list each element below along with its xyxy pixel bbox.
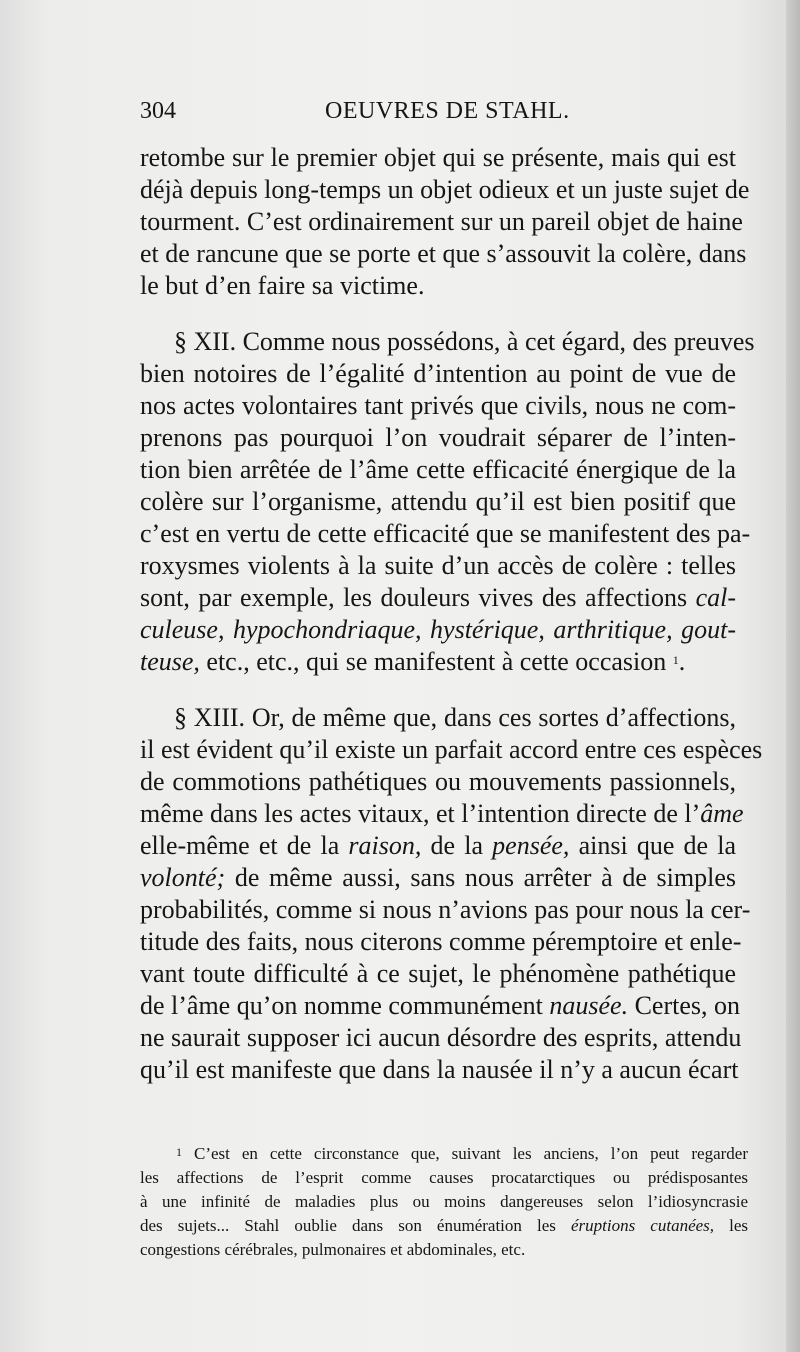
text-fragment: etc., etc., qui se manifestent à cette occasion [199,647,673,676]
paragraph-gap [140,302,736,326]
italic-term: cal- [695,583,736,612]
text-line [140,614,736,646]
italic-term: pensée, [492,831,570,860]
paragraph-gap [140,678,736,702]
text-line: même dans les actes vitaux, et l’intention directe de l’âme [140,799,744,828]
text-line: bien notoires de l’égalité d’intention au point de vue de [140,359,736,388]
section-xiii-heading-line: § XIII. Or, de même que, dans ces sortes d’affections, [174,703,736,732]
text-line: le but d’en faire sa victime. [140,271,425,300]
italic-term: âme [700,799,744,828]
page-number: 304 [140,98,176,124]
running-header [140,98,740,132]
text-line: vant toute difficulté à ce sujet, le phénomène pathétique [140,959,736,988]
italic-term: raison, [348,831,422,860]
text-line: et de rancune que se porte et que s’assouvit la colère, dans [140,239,747,268]
italic-term: volonté; [140,863,226,892]
text-line: prenons pas pourquoi l’on voudrait séparer de l’inten- [140,423,736,452]
footnote-text: C’est en cette circonstance que, suivant les anciens, l’on peut regarder [193,1144,749,1163]
footnote-line: les affections de l’esprit comme causes procatarctiques ou prédisposantes [140,1168,748,1187]
italic-term: éruptions cutanées, [570,1216,715,1235]
footnote-marker: 1 [176,1145,182,1159]
text-line: colère sur l’organisme, attendu qu’il est bien positif que [140,487,736,516]
text-line: nos actes volontaires tant privés que civils, nous ne com- [140,391,736,420]
footnote-line: à une infinité de maladies plus ou moins dangereuses selon l’idiosyncrasie [140,1192,748,1211]
text-line: déjà depuis long-temps un objet odieux et un juste sujet de [140,175,750,204]
text-line: elle-même et de la raison, de la pensée, ainsi que de la [140,831,737,860]
text-line: volonté; de même aussi, sans nous arrêter à de simples [140,863,736,892]
footnote-line [140,1142,748,1166]
footnote-line: congestions cérébrales, pulmonaires et abdominales, etc. [140,1240,526,1259]
italic-term: nausée. [549,991,629,1020]
text-line: de commotions pathétiques ou mouvements passionnels, [140,767,736,796]
text-line: qu’il est manifeste que dans la nausée il n’y a aucun écart [140,1055,739,1084]
text-line: teuse, etc., etc., qui se manifestent à cette occasion $^1$. [140,647,686,676]
footnote-text: des sujets... Stahl oublie dans son énumération les [140,1216,556,1235]
text-line: ne saurait supposer ici aucun désordre des esprits, attendu [140,1023,742,1052]
page-edge-shadow [786,0,800,1352]
text-line: titude des faits, nous citerons comme péremptoire et enle- [140,927,742,956]
text-line: de l’âme qu’on nomme communément nausée. Certes, on [140,991,741,1020]
text-fragment: sont, par exemple, les douleurs vives des affections [140,583,688,612]
italic-term: teuse, [140,647,200,676]
text-line: c’est en vertu de cette efficacité que se manifestent des pa- [140,519,751,548]
footnote [140,1142,748,1262]
footnote-text: les [714,1216,749,1235]
running-title: OEUVRES DE STAHL. [325,98,570,124]
text-line: tourment. C’est ordinairement sur un pareil objet de haine [140,207,743,236]
italic-term: culeuse, hypochondriaque, hystérique, arthritique, gout- [140,615,736,644]
text-line: il est évident qu’il existe un parfait accord entre ces espèces [140,735,763,764]
main-text [140,142,763,1086]
text-line: probabilités, comme si nous n’avions pas pour nous la cer- [140,895,751,924]
text-line [140,582,736,614]
text-line: roxysmes violents à la suite d’un accès de colère : telles [140,551,736,580]
section-xii-heading-line: § XII. Comme nous possédons, à cet égard, des preuves [174,327,755,356]
text-line: tion bien arrêtée de l’âme cette efficacité énergique de la [140,455,736,484]
footnote-line [140,1214,748,1238]
text-line: retombe sur le premier objet qui se présente, mais qui est [140,143,736,172]
footnote-reference: 1 [672,653,679,667]
